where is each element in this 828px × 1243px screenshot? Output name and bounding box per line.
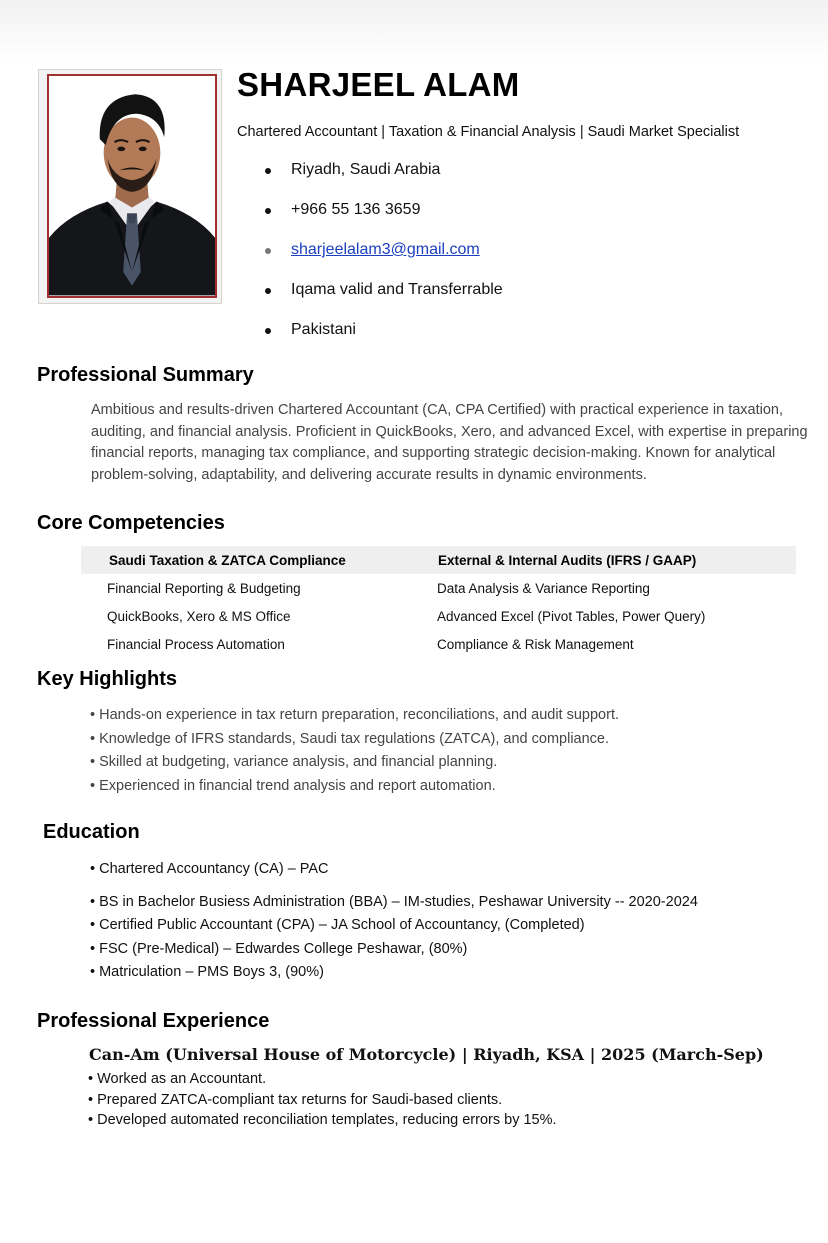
list-item: • Knowledge of IFRS standards, Saudi tax regulations (ZATCA), and compliance. xyxy=(90,730,610,747)
contact-iqama-text: Iqama valid and Transferrable xyxy=(291,281,503,298)
education-heading: Education xyxy=(43,821,140,843)
competencies-heading: Core Competencies xyxy=(37,512,225,534)
contact-email-link[interactable]: sharjeelalam3@gmail.com xyxy=(291,241,480,258)
list-item: • Hands-on experience in tax return preparation, reconciliations, and audit support. xyxy=(90,707,619,723)
competencies-row xyxy=(81,574,796,602)
contact-iqama xyxy=(263,280,503,320)
competency-cell: QuickBooks, Xero & MS Office xyxy=(107,609,291,624)
competency-cell: Advanced Excel (Pivot Tables, Power Query) xyxy=(437,609,706,624)
candidate-name: SHARJEEL ALAM xyxy=(237,66,520,103)
contact-email[interactable] xyxy=(263,240,503,280)
competency-cell: Financial Process Automation xyxy=(107,637,285,652)
list-item: • Matriculation – PMS Boys 3, (90%) xyxy=(90,964,324,980)
list-item: • Experienced in financial trend analysis and report automation. xyxy=(90,777,496,794)
list-item: • Developed automated reconciliation templates, reducing errors by 15%. xyxy=(88,1112,557,1128)
competency-cell: Compliance & Risk Management xyxy=(437,637,634,652)
top-shade xyxy=(0,0,828,60)
list-item: • Prepared ZATCA-compliant tax returns for Saudi-based clients. xyxy=(88,1091,503,1108)
contact-nationality-text: Pakistani xyxy=(291,321,356,338)
contact-phone-text: +966 55 136 3659 xyxy=(291,201,421,218)
summary-text: Ambitious and results-driven Chartered Accountant (CA, CPA Certified) with practical experience in taxation, auditing, and financial analysis. Proficient in QuickBooks, Xero, and advanced Excel, with expertise in preparing financial reports, managing tax compliance, and supporting strategic decision-making. Known for analytical problem-solving, adaptability, and delivering accurate results in dynamic environments. xyxy=(91,402,808,483)
competencies-row xyxy=(81,630,796,658)
competencies-row xyxy=(81,602,796,630)
competencies-table xyxy=(81,546,796,658)
list-item: • FSC (Pre-Medical) – Edwardes College Peshawar, (80%) xyxy=(90,940,468,957)
highlights-list xyxy=(90,704,619,798)
contact-list xyxy=(263,160,503,360)
contact-nationality xyxy=(263,320,503,360)
list-item: • Skilled at budgeting, variance analysis, and financial planning. xyxy=(90,754,498,770)
profile-photo-frame xyxy=(38,69,222,304)
education-list xyxy=(90,858,698,985)
competency-cell: Saudi Taxation & ZATCA Compliance xyxy=(109,553,346,568)
competency-cell: Financial Reporting & Budgeting xyxy=(107,581,301,596)
contact-location-text: Riyadh, Saudi Arabia xyxy=(291,161,441,178)
experience-list xyxy=(88,1069,557,1131)
profile-photo xyxy=(47,74,217,298)
job-title: Can-Am (Universal House of Motorcycle) | Riyadh, KSA | 2025 (March-Sep) xyxy=(89,1045,764,1064)
highlights-heading: Key Highlights xyxy=(37,668,178,690)
list-item: • Chartered Accountancy (CA) – PAC xyxy=(90,861,329,877)
list-item: • Worked as an Accountant. xyxy=(88,1071,267,1087)
competency-cell: External & Internal Audits (IFRS / GAAP) xyxy=(438,553,697,568)
list-item: • BS in Bachelor Busiess Administration (BBA) – IM-studies, Peshawar University -- 2020-2024 xyxy=(90,893,698,910)
competencies-header-row xyxy=(81,546,796,574)
experience-heading: Professional Experience xyxy=(37,1010,270,1032)
contact-location xyxy=(263,160,503,200)
profile-photo-illustration xyxy=(49,76,215,296)
summary-heading: Professional Summary xyxy=(37,364,254,386)
candidate-tagline: Chartered Accountant | Taxation & Financial Analysis | Saudi Market Specialist xyxy=(237,124,740,140)
list-item: • Certified Public Accountant (CPA) – JA School of Accountancy, (Completed) xyxy=(90,917,585,933)
competency-cell: Data Analysis & Variance Reporting xyxy=(437,581,650,596)
contact-phone xyxy=(263,200,503,240)
